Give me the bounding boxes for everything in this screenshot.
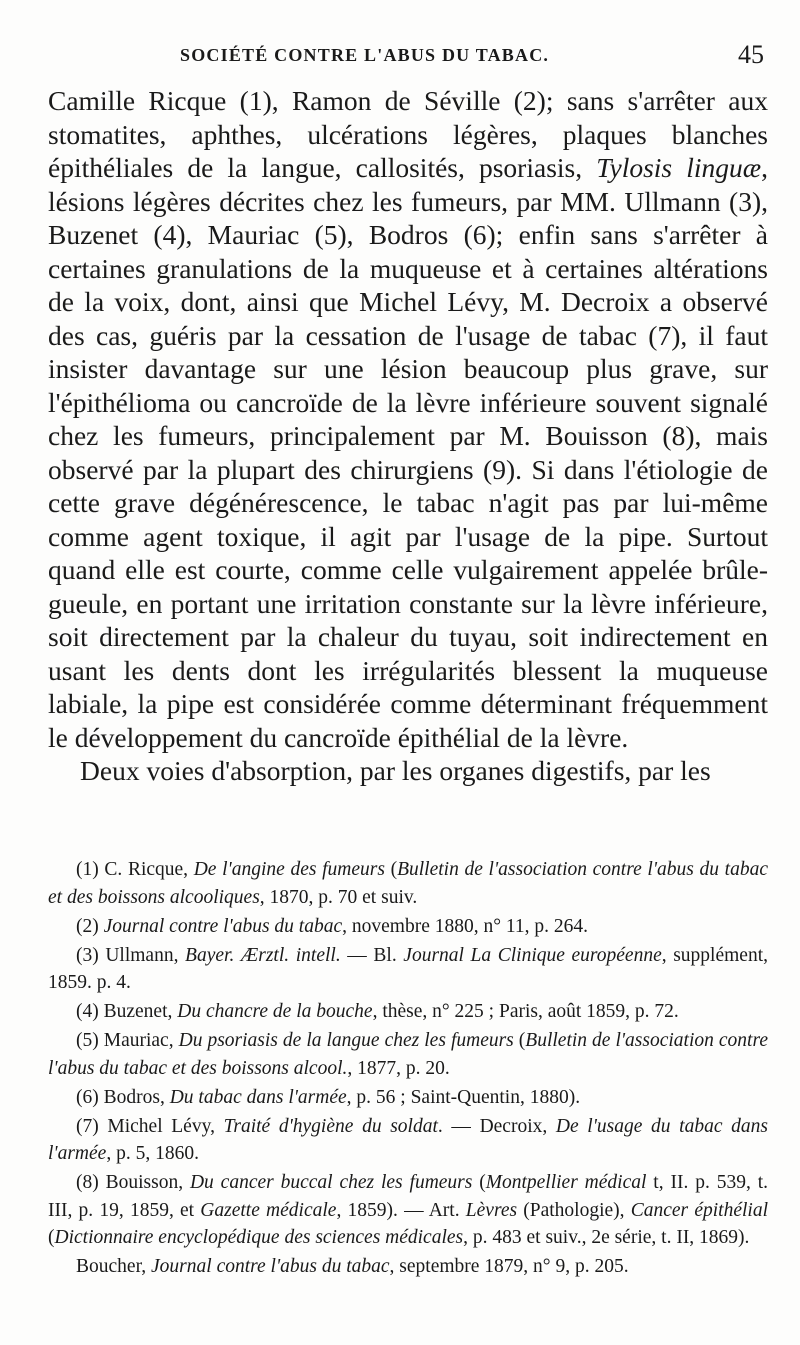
footnote-1 [48,856,768,911]
text-run: ( [384,859,398,880]
footnote-3 [48,942,768,997]
text-run: , supplément, 1859. p. 4. [48,944,768,993]
italic-text: Journal contre l'abus du tabac [151,1256,390,1277]
footnote-2 [48,913,768,941]
italic-text: Journal contre l'abus du tabac [103,915,343,937]
text-run: Camille Ricque (1), Ramon de Séville (2); sans s'arrêter aux stomatites, aphthes, ulcérations légères, plaques blanches épithéliales de la langue, callosités, psoriasis, [48,85,768,183]
text-run: , novembre 1880, n° 11, p. 264. [342,915,589,937]
italic-text: Bulletin de l'association contre l'abus du tabac et des boissons alcooliques [48,859,768,908]
text-run: , p. 5, 1860. [106,1143,199,1164]
text-run: , lésions légères décrites chez les fumeurs, par MM. Ullmann (3), Buzenet (4), Mauriac (5), Bodros (6); enfin sans s'arrêter à certaines granulations de la muqueuse et à certaines altérations de la voix, dont, ainsi que Michel Lévy, M. Decroix a observé des cas, guéris par la cessation de l'usage de tabac (7), il faut insister davantage sur une lésion beaucoup plus grave, sur l'épithélioma ou cancroïde de la lèvre inférieure souvent signalé chez les fumeurs, principalement par M. Bouisson (8), mais observé par la plupart des chirurgiens (9). Si dans l'étiologie de cette grave dégénérescence, le tabac n'agit pas par lui-même comme agent toxique, il agit par l'usage de la pipe. Surtout quand elle est courte, comme celle vulgairement appelée brûle-gueule, en portant une irritation constante sur la lèvre inférieure, soit directement par la chaleur du tuyau, soit indirectement en usant les dents dont les irrégularités blessent la muqueuse labiale, la pipe est considérée comme déterminant fréquemment le développement du cancroïde épithélial de la lèvre. [48,152,768,753]
italic-text: Du chancre de la bouche [177,1001,373,1022]
footnote-9 [48,1253,768,1281]
main-text [48,84,768,788]
italic-text: Du tabac dans l'armée [169,1086,347,1108]
footnote-7 [48,1113,768,1168]
italic-text: Du psoriasis de la langue chez les fumeurs [178,1030,514,1051]
text-run: . — Decroix, [437,1115,556,1137]
text-run: (3) Ullmann, [76,944,186,966]
footnotes [48,856,768,1282]
italic-text: Lèvres [465,1199,518,1221]
text-run: Boucher, [76,1256,152,1277]
italic-text: Tylosis linguæ [596,152,762,183]
text-run: ( [472,1172,486,1193]
italic-text: Traité d'hygiène du soldat [223,1115,438,1137]
text-run: , p. 483 et suiv., 2e série, t. II, 1869). [463,1227,750,1248]
paragraph-2: Deux voies d'absorption, par les organes digestifs, par les [80,755,711,786]
text-run: , septembre 1879, n° 9, p. 205. [389,1256,629,1277]
text-run: , p. 56 ; Saint-Quentin, 1880). [346,1086,581,1108]
text-run: (8) Bouisson, [76,1172,190,1193]
running-head: SOCIÉTÉ CONTRE L'ABUS DU TABAC. [180,45,550,65]
text-run: t, II. p. 539, t. III, p. 19, 1859, et [48,1172,768,1221]
text-run: , 1877, p. 20. [347,1057,450,1079]
text-run: ( [513,1030,526,1051]
italic-text: Montpellier médical [485,1172,647,1193]
italic-text: Gazette médicale [200,1199,337,1221]
text-run: (4) Buzenet, [76,1001,178,1022]
italic-text: Bulletin de l'association contre l'abus du tabac et des boissons alcool. [48,1030,768,1079]
text-run: , 1870, p. 70 et suiv. [259,886,418,908]
footnote-8 [48,1169,768,1252]
text-run: , thèse, n° 225 ; Paris, août 1859, p. 72. [372,1001,679,1022]
text-run: (2) [76,915,104,937]
italic-text: Du cancer buccal chez les fumeurs [189,1172,473,1193]
italic-text: Bayer. Ærztl. intell. [185,944,341,966]
text-run: ( [48,1227,55,1248]
footnote-5 [48,1027,768,1082]
text-run: (7) Michel Lévy, [76,1115,224,1137]
italic-text: De l'usage du tabac dans l'armée [48,1115,768,1164]
italic-text: Dictionnaire encyclopédique des sciences médicales [54,1227,464,1248]
text-run: , 1859). — Art. [336,1199,466,1221]
text-run: (Pathologie), [517,1199,631,1221]
italic-text: Cancer épithélial [630,1199,768,1221]
page-header [180,40,764,70]
text-run: (6) Bodros, [76,1086,170,1108]
text-run: (5) Mauriac, [76,1030,179,1051]
text-run: — Bl. [340,944,404,966]
text-run: (1) C. Ricque, [76,859,194,880]
paragraph-1 [48,84,768,754]
italic-text: De l'angine des fumeurs [193,859,385,880]
italic-text: Journal La Clinique européenne [403,944,662,966]
footnote-6 [48,1084,768,1112]
footnote-4 [48,998,768,1026]
page-number: 45 [738,40,764,69]
